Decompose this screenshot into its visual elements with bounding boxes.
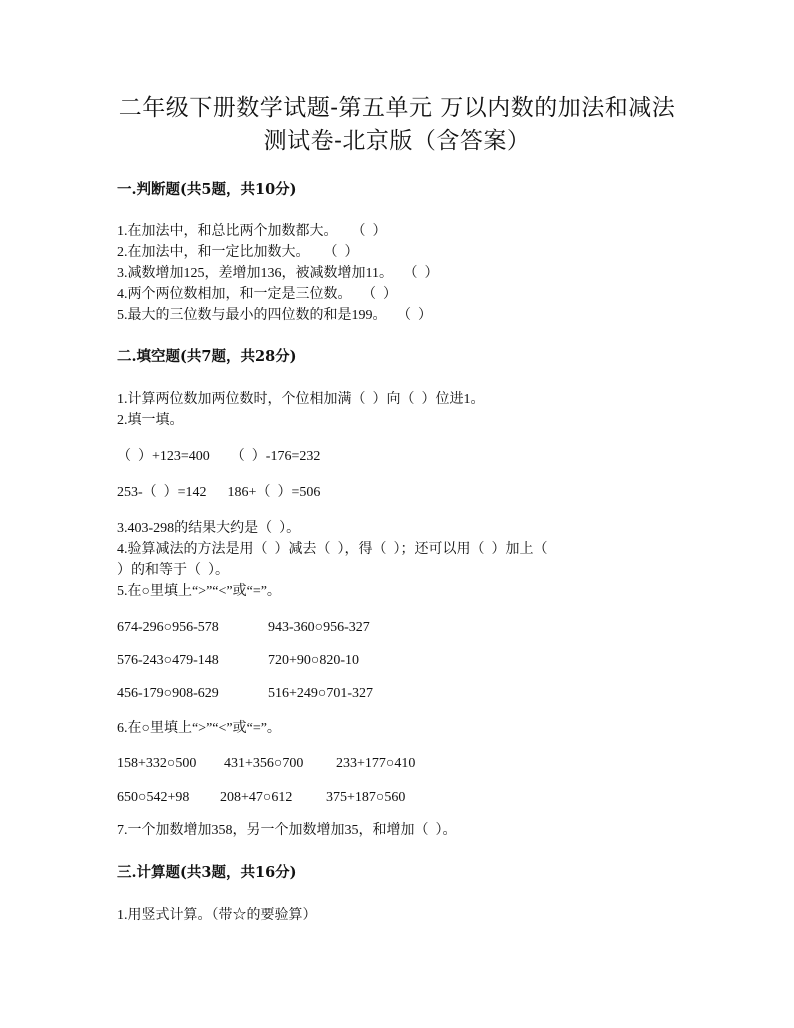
compare-cell: 431+356○700 <box>224 756 304 771</box>
section-2-heading: 二.填空题(共7题，共28分) <box>117 348 297 365</box>
section-1-heading: 一.判断题(共5题，共10分) <box>117 181 297 198</box>
judge-question-3: 3.减数增加125，差增加136，被减数增加11。 （ ） <box>117 266 439 281</box>
compare-cell: 576-243○479-148 <box>117 653 219 668</box>
page-title-line-1: 二年级下册数学试题-第五单元 万以内数的加法和减法 <box>118 95 676 121</box>
compare-cell: 516+249○701-327 <box>268 686 374 701</box>
fill-question-6: 6.在○里填上“>”“<”或“=”。 <box>117 721 281 736</box>
fill-question-2: 2.填一填。 <box>117 413 184 428</box>
fill-question-4-line-2: ）的和等于（ ）。 <box>117 563 229 578</box>
fill-question-7: 7.一个加数增加358，另一个加数增加35，和增加（ ）。 <box>117 823 457 838</box>
compare-cell: 456-179○908-629 <box>117 686 219 701</box>
compare-cell: 674-296○956-578 <box>117 620 219 635</box>
judge-question-5: 5.最大的三位数与最小的四位数的和是199。 （ ） <box>117 308 432 323</box>
section-3-heading: 三.计算题(共3题，共16分) <box>117 864 297 881</box>
page-title-line-2: 测试卷-北京版（含答案） <box>263 128 531 154</box>
compare-cell: 208+47○612 <box>220 790 293 805</box>
compare-cell: 720+90○820-10 <box>268 653 360 668</box>
judge-question-4: 4.两个两位数相加，和一定是三位数。 （ ） <box>117 287 397 302</box>
judge-question-1: 1.在加法中，和总比两个加数都大。 （ ） <box>117 224 387 239</box>
fill-question-2-row-2: 253-（ ）=142 186+（ ）=506 <box>117 485 321 500</box>
calc-question-1: 1.用竖式计算。（带☆的要验算） <box>117 908 317 923</box>
compare-cell: 233+177○410 <box>336 756 416 771</box>
fill-question-2-row-1: （ ）+123=400 （ ）-176=232 <box>117 449 321 464</box>
compare-cell: 943-360○956-327 <box>268 620 370 635</box>
compare-cell: 375+187○560 <box>326 790 406 805</box>
fill-question-3: 3.403-298的结果大约是（ ）。 <box>117 521 301 536</box>
compare-cell: 158+332○500 <box>117 756 197 771</box>
fill-question-4-line-1: 4.验算减法的方法是用（ ）减去（ ），得（ ）；还可以用（ ）加上（ <box>117 542 548 557</box>
fill-question-5: 5.在○里填上“>”“<”或“=”。 <box>117 584 281 599</box>
judge-question-2: 2.在加法中，和一定比加数大。 （ ） <box>117 245 359 260</box>
compare-cell: 650○542+98 <box>117 790 190 805</box>
fill-question-1: 1.计算两位数加两位数时，个位相加满（ ）向（ ）位进1。 <box>117 392 485 407</box>
